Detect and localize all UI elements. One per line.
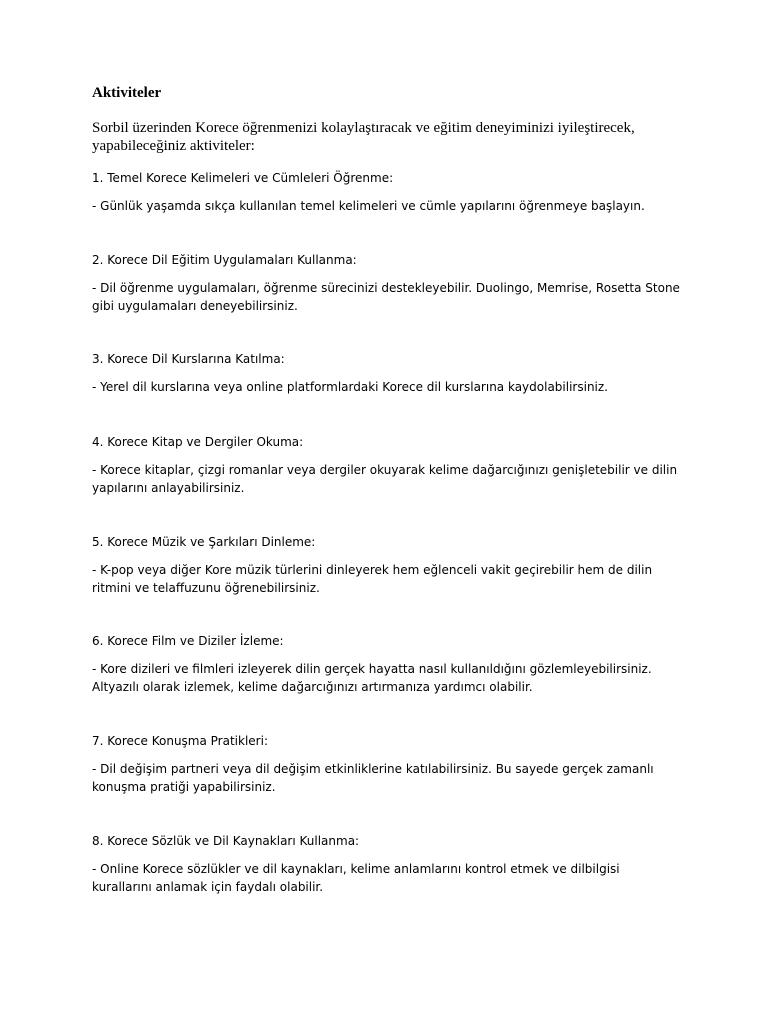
item-heading: 4. Korece Kitap ve Dergiler Okuma:	[92, 435, 304, 449]
item-heading: 3. Korece Dil Kurslarına Katılma:	[92, 352, 285, 366]
item-text: - K-pop veya diğer Kore müzik türlerini dinleyerek hem eğlenceli vakit geçirebilir hem de dilin ritmini ve telaffuzunu öğrenebilirsiniz.	[92, 563, 653, 595]
list-item	[92, 351, 692, 396]
item-text: - Online Korece sözlükler ve dil kaynakları, kelime anlamlarını kontrol etmek ve dilbilgisi kurallarını anlamak için faydalı olabilir.	[92, 862, 620, 894]
item-heading: 6. Korece Film ve Diziler İzleme:	[92, 634, 284, 648]
item-text: - Günlük yaşamda sıkça kullanılan temel kelimeleri ve cümle yapılarını öğrenmeye başlayın.	[92, 199, 645, 213]
list-item	[92, 833, 692, 896]
item-heading: 7. Korece Konuşma Pratikleri:	[92, 734, 268, 748]
list-item	[92, 252, 692, 315]
document-intro: Sorbil üzerinden Korece öğrenmenizi kolaylaştıracak ve eğitim deneyiminizi iyileştirecek, yapabileceğiniz aktiviteler:	[92, 120, 635, 154]
item-text: - Kore dizileri ve filmleri izleyerek dilin gerçek hayatta nasıl kullanıldığını gözlemleyebilirsiniz. Altyazılı olarak izlemek, kelime dağarcığınızı artırmanıza yardımcı olabilir.	[92, 662, 652, 694]
item-text: - Dil değişim partneri veya dil değişim etkinliklerine katılabilirsiniz. Bu sayede gerçek zamanlı konuşma pratiği yapabilirsiniz.	[92, 762, 654, 794]
list-item	[92, 534, 692, 597]
list-item	[92, 170, 692, 215]
item-text: - Korece kitaplar, çizgi romanlar veya dergiler okuyarak kelime dağarcığınızı genişletebilir ve dilin yapılarını anlayabilirsiniz.	[92, 463, 678, 495]
item-text: - Dil öğrenme uygulamaları, öğrenme sürecinizi destekleyebilir. Duolingo, Memrise, Rosetta Stone gibi uygulamaları deneyebilirsiniz.	[92, 281, 680, 313]
item-heading: 5. Korece Müzik ve Şarkıları Dinleme:	[92, 535, 316, 549]
document-title: Aktiviteler	[92, 85, 162, 101]
list-item	[92, 633, 692, 696]
item-heading: 1. Temel Korece Kelimeleri ve Cümleleri Öğrenme:	[92, 171, 394, 185]
item-heading: 8. Korece Sözlük ve Dil Kaynakları Kullanma:	[92, 834, 360, 848]
item-heading: 2. Korece Dil Eğitim Uygulamaları Kullanma:	[92, 253, 357, 267]
list-item	[92, 434, 692, 497]
list-item	[92, 733, 692, 796]
item-text: - Yerel dil kurslarına veya online platformlardaki Korece dil kurslarına kaydolabilirsiniz.	[92, 380, 608, 394]
